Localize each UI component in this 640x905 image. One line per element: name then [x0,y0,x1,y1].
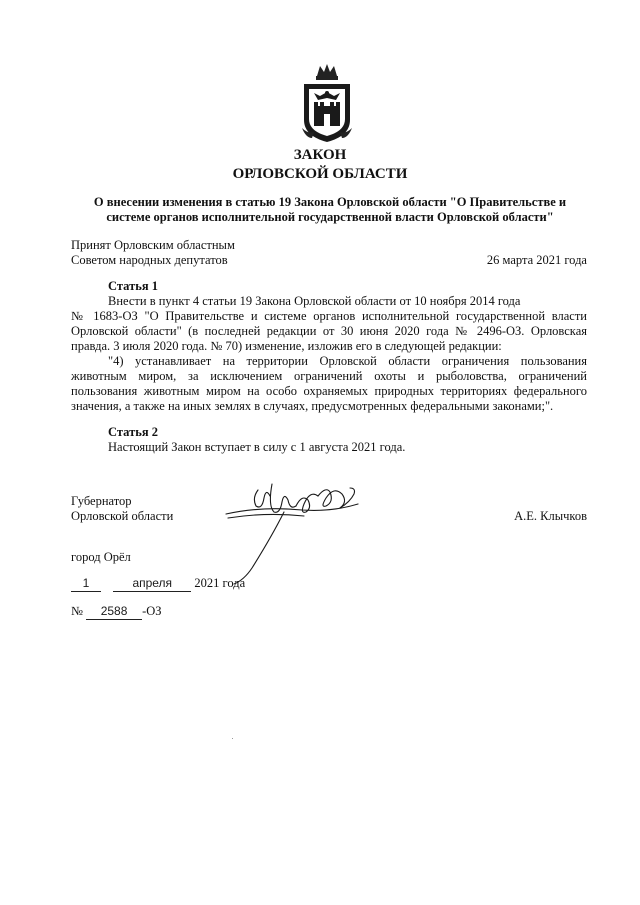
article1-quote-line1: "4) устанавливает на территории Орловской области ограничения пользования [108,354,587,368]
subtitle-line1: О внесении изменения в статью 19 Закона Орловской области "О Правительстве и [93,195,567,209]
article1-heading: Статья 1 [108,279,158,293]
law-number-suffix: -ОЗ [142,604,162,618]
article2-heading: Статья 2 [108,425,158,439]
adoption-date: 26 марта 2021 года [486,253,587,267]
date-year: 2021 года [194,576,246,590]
date-day: 1 [71,576,101,592]
article1-quote-line2: животным миром, за исключением ограничений охоты и рыболовства, ограничений [71,369,587,383]
date-month: апреля [113,576,191,592]
law-number [71,604,162,620]
signatory-position-line2: Орловской области [71,509,174,523]
law-number-value: 2588 [86,604,142,620]
law-number-prefix: № [71,604,83,618]
article1-quote-line4: значения, а также на иных землях в случаях, предусмотренных федеральными законами;". [71,399,554,413]
scan-dot [232,738,233,739]
article1-quote-line3: пользования животным миром на особо охраняемых природных территориях федерального [71,384,587,398]
signature-icon [222,476,362,586]
article1-line2: № 1683-ОЗ "О Правительстве и системе органов исполнительной государственной власти [71,309,587,323]
adoption-body-line1: Принят Орловским областным [71,238,235,252]
city: город Орёл [71,550,131,564]
signatory-name: А.Е. Клычков [514,509,587,523]
page-title-line1: ЗАКОН [293,147,347,163]
adoption-body-line2: Советом народных депутатов [71,253,228,267]
signing-date [71,576,245,592]
signatory-position-line1: Губернатор [71,494,132,508]
subtitle-line2: системе органов исполнительной государственной власти Орловской области" [106,210,554,224]
article1-line4: правда. 3 июля 2020 года. № 70) изменение, изложив его в следующей редакции: [71,339,502,353]
article2-text: Настоящий Закон вступает в силу с 1 августа 2021 года. [108,440,406,454]
page-title-line2: ОРЛОВСКОЙ ОБЛАСТИ [232,166,408,182]
article1-line3: Орловской области" (в последней редакции от 30 июня 2020 года № 2496-ОЗ. Орловская [71,324,587,338]
article1-line1: Внести в пункт 4 статьи 19 Закона Орловской области от 10 ноября 2014 года [108,294,521,308]
coat-of-arms-icon [300,62,354,144]
